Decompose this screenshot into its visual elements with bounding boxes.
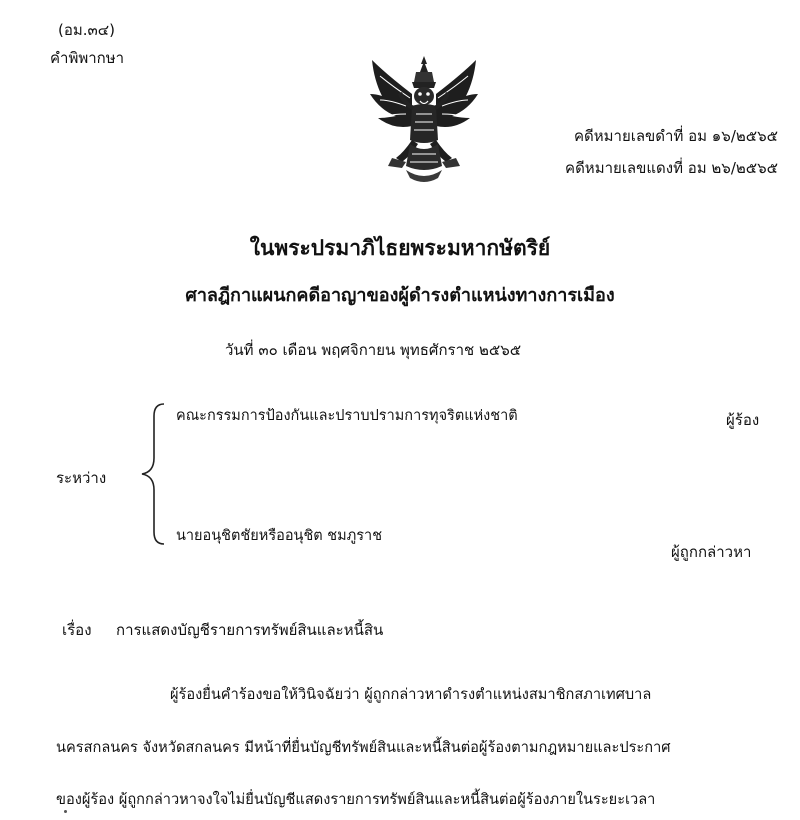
- body-line: ของผู้ร้อง ผู้ถูกกล่าวหาจงใจไม่ยื่นบัญชีแสดงรายการทรัพย์สินและหนี้สินต่อผู้ร้องภายในระยะเวลา: [56, 791, 656, 808]
- royal-heading: ในพระปรมาภิไธยพระมหากษัตริย์: [249, 236, 551, 260]
- between-label: ระหว่าง: [56, 469, 107, 487]
- subject-text: การแสดงบัญชีรายการทรัพย์สินและหนี้สิน: [116, 621, 384, 639]
- plaintiff-role: ผู้ร้อง: [726, 411, 760, 429]
- defendant-role: ผู้ถูกกล่าวหา: [671, 543, 752, 561]
- defendant-name: นายอนุชิตชัยหรืออนุชิต ชมภูราช: [176, 528, 383, 544]
- subject-label: เรื่อง: [62, 621, 92, 639]
- document-type: คำพิพากษา: [50, 49, 125, 67]
- form-code: (อม.๓๔): [58, 21, 115, 39]
- plaintiff-name: คณะกรรมการป้องกันและปราบปรามการทุจริตแห่งชาติ: [176, 408, 518, 424]
- body-line: ผู้ร้องยื่นคำร้องขอให้วินิจฉัยว่า ผู้ถูกกล่าวหาดำรงตำแหน่งสมาชิกสภาเทศบาล: [170, 686, 652, 703]
- garuda-emblem-icon: [366, 54, 482, 186]
- court-name: ศาลฎีกาแผนกคดีอาญาของผู้ดำรงตำแหน่งทางการเมือง: [185, 285, 615, 306]
- judgment-date: วันที่ ๓๐ เดือน พฤศจิกายน พุทธศักราช ๒๕๖๕: [225, 341, 522, 359]
- curly-brace-icon: [138, 400, 178, 548]
- scan-speck: [64, 810, 67, 813]
- black-case-number: คดีหมายเลขดำที่ อม ๑๖/๒๕๖๕: [573, 127, 778, 145]
- red-case-number: คดีหมายเลขแดงที่ อม ๒๖/๒๕๖๕: [565, 159, 778, 177]
- body-line: นครสกลนคร จังหวัดสกลนคร มีหน้าที่ยื่นบัญชีทรัพย์สินและหนี้สินต่อผู้ร้องตามกฎหมายและประกาศ: [56, 739, 671, 756]
